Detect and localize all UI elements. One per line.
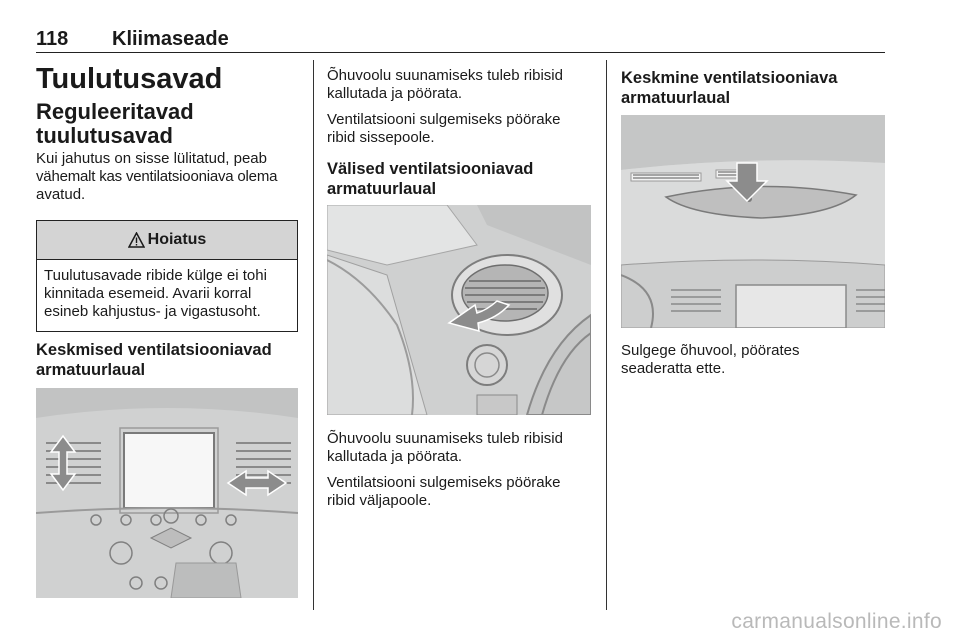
heading-line: Keskmine ventilatsiooniava [621,69,838,87]
text-line: ribid sissepoole. [327,129,435,146]
heading-line: Välised ventilatsiooniavad [327,160,534,178]
intro-line: avatud. [36,186,86,203]
heading-line: armatuurlaual [621,89,731,107]
chapter-title: Kliimaseade [112,28,229,50]
page-header [36,26,885,53]
text-line: Õhuvoolu suunamiseks tuleb ribisid [327,67,563,84]
text-line: kallutada ja pöörata. [327,448,463,465]
text-line: kallutada ja pöörata. [327,85,463,102]
column-divider [313,60,314,610]
illustration-dash-vent [621,115,885,328]
warning-text [37,260,297,328]
caption-line: seaderatta ette. [621,360,726,377]
text-line: ribid väljapoole. [327,492,432,509]
intro-line: vähemalt kas ventilatsiooniava olema [36,168,278,185]
warning-triangle-icon [128,232,145,248]
text-line: Ventilatsiooni sulgemiseks pöörake [327,111,561,128]
intro-line: Kui jahutus on sisse lülitatud, peab [36,150,267,167]
heading-line: armatuurlaual [327,180,437,198]
heading-line: armatuurlaual [36,361,146,379]
warning-title: Hoiatus [147,231,207,248]
column-right [621,68,886,108]
subsection-title-line2: tuulutusavad [36,123,173,148]
text-line: Ventilatsiooni sulgemiseks pöörake [327,474,561,491]
caption-line: Sulgege õhuvool, pöörates [621,342,800,359]
warning-line: Tuulutusavade ribide külge ei tohi [44,267,267,284]
subsection-title-line1: Reguleeritavad [36,99,194,124]
center-vents-heading [36,340,301,380]
warning-line: kinnitada esemeid. Avarii korral [44,285,252,302]
page-number: 118 [36,28,69,50]
dash-vent-caption [621,342,886,378]
text-line: Õhuvoolu suunamiseks tuleb ribisid [327,430,563,447]
illustration-center-vents [36,388,298,598]
illustration-side-vent [327,205,591,415]
heading-line: Keskmised ventilatsiooniavad [36,341,272,359]
warning-header [37,221,297,260]
column-left [36,60,301,204]
column-divider [606,60,607,610]
section-title: Tuulutusavad [36,63,223,95]
warning-line: esineb kahjustus- ja vigastusoht. [44,303,261,320]
column-middle [327,67,592,199]
side-vents-text [327,430,592,510]
watermark: carmanualsonline.info [731,610,942,633]
warning-box [36,220,298,332]
